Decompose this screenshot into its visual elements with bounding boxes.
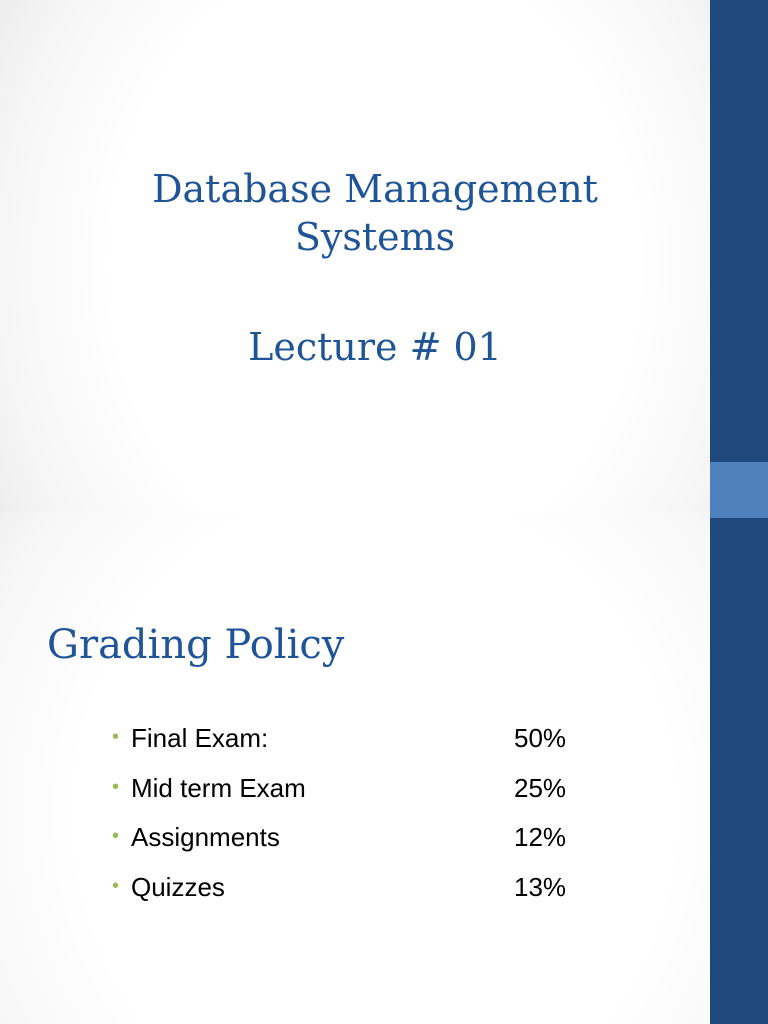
bullet-icon: • [112, 726, 120, 748]
grading-item-final-exam [112, 720, 592, 770]
bullet-icon: • [112, 874, 120, 897]
slide-title-line-2: Systems [294, 215, 456, 259]
sidebar-accent-block [710, 462, 768, 518]
grading-item-label: Final Exam: [131, 723, 269, 753]
grading-item-label: Assignments [131, 822, 280, 852]
grading-item-label: Quizzes [131, 871, 225, 902]
grading-item-quizzes [112, 869, 592, 919]
grading-item-mid-term-exam [112, 770, 592, 820]
grading-item-value: 50% [514, 723, 567, 753]
grading-item-value: 13% [514, 871, 567, 902]
grading-policy-slide [0, 512, 768, 1024]
bullet-icon: • [112, 825, 120, 847]
grading-item-assignments [112, 819, 592, 869]
lecture-subtitle: Lecture # 01 [248, 325, 502, 369]
grading-item-value: 25% [514, 772, 567, 803]
grading-item-value: 12% [514, 822, 567, 852]
grading-item-label: Mid term Exam [131, 772, 306, 803]
slide-title [70, 165, 680, 261]
grading-policy-heading: Grading Policy [47, 622, 345, 668]
slide-title-line-1: Database Management [152, 167, 598, 211]
grading-list [112, 720, 592, 918]
bullet-icon: • [112, 775, 120, 798]
